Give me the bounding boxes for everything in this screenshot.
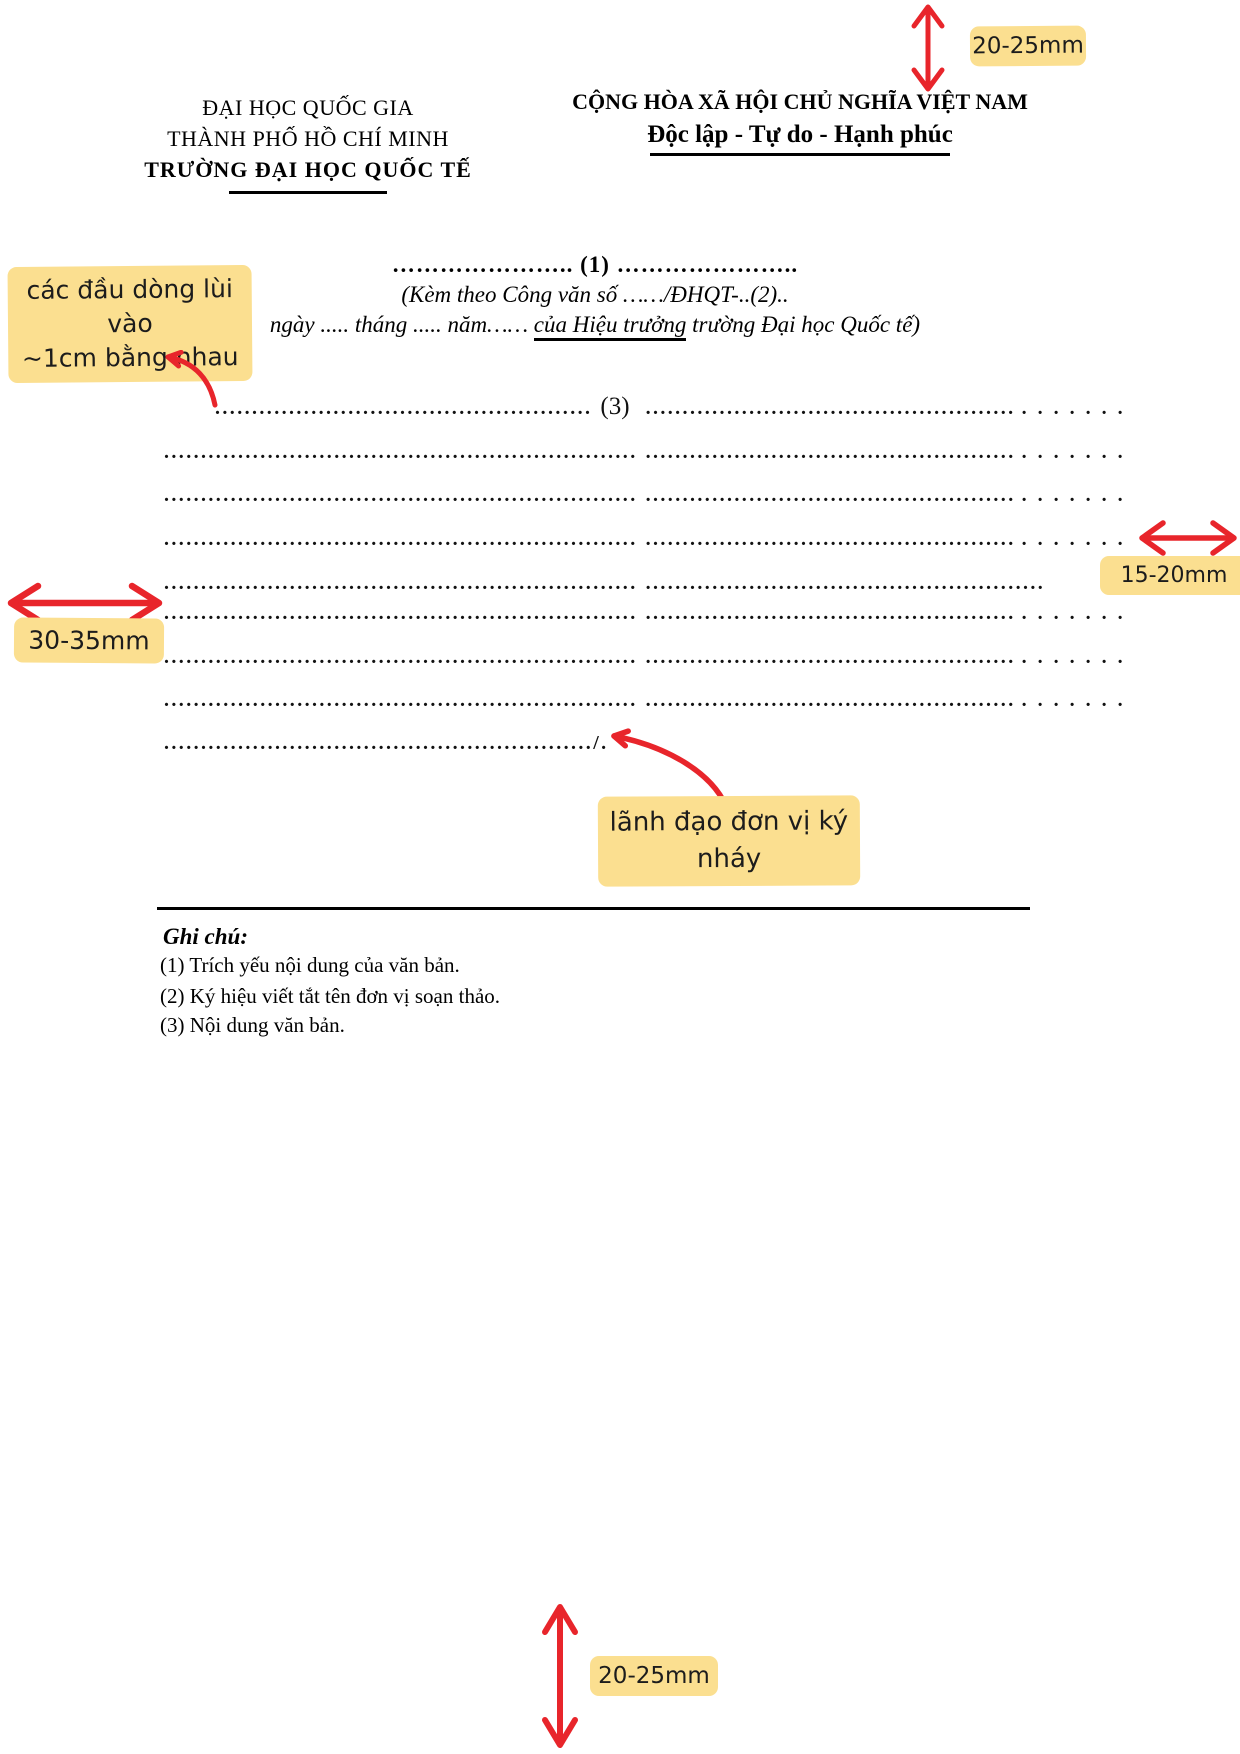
dotted-line-6-post: .................................................. — [645, 602, 1016, 624]
dotted-line-8-pre: ................................................................ — [164, 689, 638, 711]
subtitle-rector-underlined: của Hiệu trưởng — [534, 312, 687, 341]
left-margin-label: 30-35mm — [14, 617, 164, 663]
dotted-line-6 — [164, 601, 1134, 625]
dotted-line-8-tail: ....... — [1021, 689, 1134, 711]
dotted-line-2 — [164, 440, 1134, 464]
dotted-line-8 — [164, 688, 1134, 712]
dotted-line-7-tail: ....... — [1021, 646, 1134, 668]
indent-note-line-1: các đầu dòng lùi vào — [26, 274, 233, 339]
dotted-line-9-closing — [164, 731, 609, 755]
right-margin-label: 15-20mm — [1100, 556, 1240, 595]
dotted-line-4-pre: ................................................................ — [164, 528, 638, 550]
subtitle-date-line — [170, 310, 1020, 340]
subtitle-date-post: trường Đại học Quốc tế) — [686, 312, 921, 337]
footnote-item-2: (2) Ký hiệu viết tắt tên đơn vị soạn thảo. — [160, 984, 501, 1008]
dotted-line-3-tail: ....... — [1021, 484, 1134, 506]
dotted-line-1-post: .................................................. — [645, 397, 1016, 419]
org-header-underline — [229, 191, 387, 194]
dotted-line-5 — [164, 571, 1045, 595]
bottom-margin-label: 20-25mm — [590, 1656, 718, 1696]
org-header-line-2: THÀNH PHỐ HỒ CHÍ MINH — [167, 126, 449, 151]
sign-note-line-2: nháy — [696, 843, 762, 875]
footnote-heading: Ghi chú: — [163, 924, 248, 949]
sign-note-line-1: lãnh đạo đơn vị ký — [609, 806, 849, 838]
org-header — [128, 92, 488, 194]
dotted-line-4-post: .................................................. — [645, 528, 1016, 550]
subtitle-date-pre: ngày ..... tháng ..... năm…… — [269, 312, 534, 337]
dotted-line-9-pre: ........................................................../. — [164, 732, 609, 754]
national-header — [553, 88, 1047, 156]
dotted-line-5-pre: ................................................................ — [164, 572, 638, 594]
dotted-line-2-tail: ....... — [1021, 441, 1134, 463]
dotted-line-2-pre: ................................................................ — [164, 441, 638, 463]
right-margin-arrow-icon — [1136, 516, 1240, 560]
dotted-line-6-tail: ....... — [1021, 602, 1134, 624]
dotted-line-7-post: .................................................. — [645, 646, 1016, 668]
dotted-line-4-tail: ....... — [1021, 528, 1134, 550]
indent-note-line-2: ~1cm bằng nhau — [21, 342, 239, 373]
dotted-line-1-tail: ....... — [1021, 397, 1134, 419]
dotted-line-3-post: .................................................. — [645, 484, 1016, 506]
dotted-line-7-pre: ................................................................ — [164, 646, 638, 668]
top-margin-arrow-icon — [904, 1, 952, 95]
dotted-line-2-post: .................................................. — [645, 441, 1016, 463]
top-margin-label: 20-25mm — [970, 26, 1086, 67]
subtitle-number-line: ………………….. (1) ………………….. — [391, 252, 799, 277]
footnote-item-3: (3) Nội dung văn bản. — [160, 1013, 345, 1037]
dotted-line-8-post: .................................................. — [645, 689, 1016, 711]
document-subtitle — [170, 250, 1020, 340]
sign-note-label — [598, 795, 860, 886]
national-motto-underline — [650, 153, 950, 156]
footnote-divider — [157, 907, 1030, 910]
content-marker-3: (3) — [600, 393, 630, 420]
national-header-line-1: CỘNG HÒA XÃ HỘI CHỦ NGHĨA VIỆT NAM — [572, 89, 1028, 114]
dotted-line-7 — [164, 645, 1134, 669]
org-header-line-3: TRƯỜNG ĐẠI HỌC QUỐC TẾ — [144, 157, 472, 182]
dotted-line-5-post: ...................................................... — [645, 572, 1046, 594]
dotted-line-1-pre: ................................................... — [215, 397, 593, 419]
national-motto: Độc lập - Tự do - Hạnh phúc — [647, 121, 953, 148]
dotted-line-3-pre: ................................................................ — [164, 484, 638, 506]
dotted-line-6-pre: ................................................................ — [164, 602, 638, 624]
dotted-line-1 — [215, 395, 1134, 420]
org-header-line-1: ĐẠI HỌC QUỐC GIA — [202, 95, 414, 120]
bottom-margin-arrow-icon — [536, 1600, 584, 1752]
subtitle-attachment-line: (Kèm theo Công văn số ……/ĐHQT-..(2).. — [401, 282, 789, 307]
footnote-item-1: (1) Trích yếu nội dung của văn bản. — [160, 953, 460, 977]
dotted-line-4 — [164, 527, 1134, 551]
dotted-line-3 — [164, 483, 1134, 507]
